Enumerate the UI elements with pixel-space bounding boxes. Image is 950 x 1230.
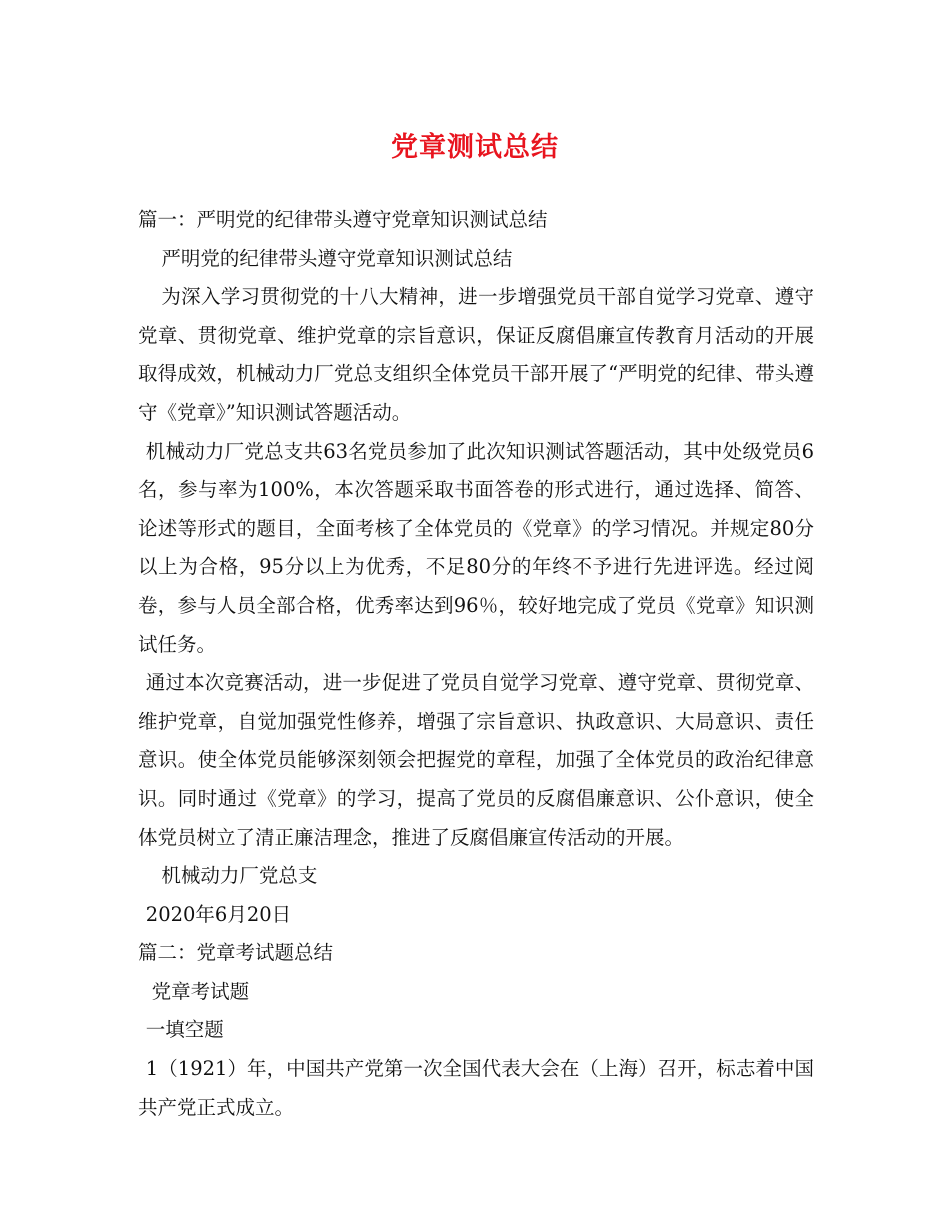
question-1: 1（1921）年，中国共产党第一次全国代表大会在（上海）召开，标志着中国共产党正式成立。 [138,1057,814,1119]
signature-org: 机械动力厂党总支 [161,864,318,888]
section-heading-2: 篇二：党章考试题总结 [138,941,334,965]
question-section-heading: 一填空题 [145,1018,224,1042]
body-paragraph-2: 机械动力厂党总支共63名党员参加了此次知识测试答题活动，其中处级党员6名，参与率为100%，本次答题采取书面答卷的形式进行，通过选择、简答、论述等形式的题目，全面考核了全体党员的《党章》的学习情况。并规定80分以上为合格，95分以上为优秀，不足80分的年终不予进行先进评选。经过阅卷，参与人员全部合格，优秀率达到96％，较好地完成了党员《党章》知识测试任务。 [138,439,814,656]
section-heading-1: 篇一：严明党的纪律带头遵守党章知识测试总结 [138,208,548,231]
subtitle-1: 严明党的纪律带头遵守党章知识测试总结 [161,246,513,270]
signature-date: 2020年6月20日 [145,902,292,926]
document-title: 党章测试总结 [391,132,559,163]
subtitle-2: 党章考试题 [151,979,250,1003]
document-body [138,201,814,1127]
body-paragraph-3: 通过本次竞赛活动，进一步促进了党员自觉学习党章、遵守党章、贯彻党章、维护党章，自觉加强党性修养，增强了宗旨意识、执政意识、大局意识、责任意识。使全体党员能够深刻领会把握党的章程，加强了全体党员的政治纪律意识。同时通过《党章》的学习，提高了党员的反腐倡廉意识、公仆意识，使全体党员树立了清正廉洁理念，推进了反腐倡廉宣传活动的开展。 [138,671,814,849]
body-paragraph-1: 为深入学习贯彻党的十八大精神，进一步增强党员干部自觉学习党章、遵守党章、贯彻党章、维护党章的宗旨意识，保证反腐倡廉宣传教育月活动的开展取得成效，机械动力厂党总支组织全体党员干部开展了“严明党的纪律、带头遵守《党章》”知识测试答题活动。 [138,285,814,424]
